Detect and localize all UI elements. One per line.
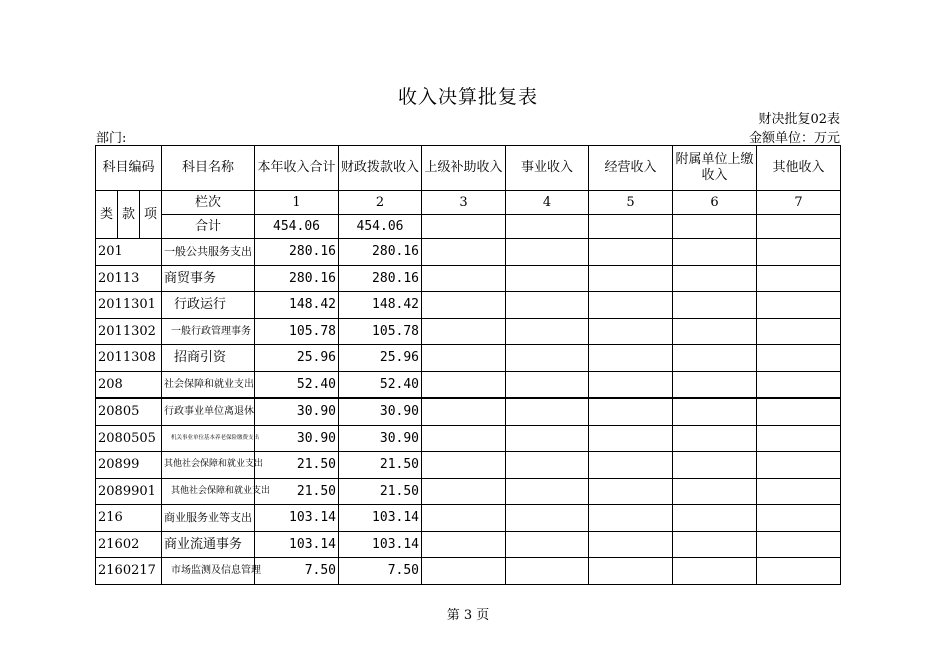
subject-name: 行政运行 (162, 292, 255, 319)
total-income-value: 25.96 (255, 345, 339, 372)
total-label: 合计 (162, 215, 255, 239)
subject-code: 201 (96, 239, 162, 266)
col-number: 6 (673, 191, 757, 215)
fiscal-value: 30.90 (339, 398, 422, 425)
subject-code: 20113 (96, 265, 162, 292)
subject-code: 20805 (96, 398, 162, 425)
total-fiscal-value: 454.06 (339, 215, 422, 239)
fiscal-value: 148.42 (339, 292, 422, 319)
table-row (96, 371, 841, 398)
col-number: 4 (506, 191, 589, 215)
table-row (96, 531, 841, 558)
fiscal-value: 280.16 (339, 239, 422, 266)
label-lei: 类 (96, 191, 118, 239)
subject-name: 行政事业单位离退休 (162, 398, 255, 425)
fiscal-value: 105.78 (339, 318, 422, 345)
page-number: 第 3 页 (446, 608, 490, 623)
total-row (96, 215, 841, 239)
subject-name: 一般行政管理事务 (162, 318, 255, 345)
subject-code: 2011301 (96, 292, 162, 319)
fiscal-value: 103.14 (339, 531, 422, 558)
total-income-value: 148.42 (255, 292, 339, 319)
table-row (96, 292, 841, 319)
column-number-row (96, 191, 841, 215)
subject-name: 机关事业单位基本养老保险缴费支出 (162, 425, 255, 452)
table-row (96, 558, 841, 585)
col-number: 5 (589, 191, 673, 215)
col-subject-name: 科目名称 (162, 146, 255, 191)
col-number: 7 (757, 191, 841, 215)
subject-name: 招商引资 (162, 345, 255, 372)
subject-name: 商业流通事务 (162, 531, 255, 558)
table-row (96, 425, 841, 452)
total-income-value: 280.16 (255, 239, 339, 266)
form-number: 财决批复02表 (758, 112, 840, 127)
subject-name: 其他社会保障和就业支出 (162, 452, 255, 479)
empty-cell (589, 215, 673, 239)
fiscal-value: 103.14 (339, 505, 422, 532)
total-income-value: 21.50 (255, 452, 339, 479)
table-row (96, 239, 841, 266)
col-number: 1 (255, 191, 339, 215)
table-row (96, 505, 841, 532)
subject-name: 一般公共服务支出 (162, 239, 255, 266)
col-affiliated-income: 附属单位上缴收入 (673, 146, 757, 191)
header-row (96, 146, 841, 191)
table-row (96, 398, 841, 425)
total-income-value: 7.50 (255, 558, 339, 585)
subject-name: 社会保障和就业支出 (162, 371, 255, 398)
table-row (96, 345, 841, 372)
subject-code: 20899 (96, 452, 162, 479)
col-superior-subsidy: 上级补助收入 (422, 146, 506, 191)
fiscal-value: 7.50 (339, 558, 422, 585)
subject-code: 2011308 (96, 345, 162, 372)
subject-code: 2089901 (96, 478, 162, 505)
subject-code: 2160217 (96, 558, 162, 585)
empty-cell (673, 215, 757, 239)
label-xiang: 项 (140, 191, 162, 239)
subject-name: 商贸事务 (162, 265, 255, 292)
total-income-value: 30.90 (255, 425, 339, 452)
total-income-value: 52.40 (255, 371, 339, 398)
label-lanci: 栏次 (162, 191, 255, 215)
col-total-income: 本年收入合计 (255, 146, 339, 191)
table-row (96, 478, 841, 505)
col-number: 2 (339, 191, 422, 215)
fiscal-value: 21.50 (339, 452, 422, 479)
fiscal-value: 21.50 (339, 478, 422, 505)
subject-code: 208 (96, 371, 162, 398)
empty-cell (422, 215, 506, 239)
table-row (96, 265, 841, 292)
subject-name: 商业服务业等支出 (162, 505, 255, 532)
label-kuan: 款 (118, 191, 140, 239)
fiscal-value: 52.40 (339, 371, 422, 398)
empty-cell (757, 215, 841, 239)
fiscal-value: 30.90 (339, 425, 422, 452)
total-income-value: 105.78 (255, 318, 339, 345)
col-number: 3 (422, 191, 506, 215)
total-income-value: 21.50 (255, 478, 339, 505)
subject-name: 市场监测及信息管理 (162, 558, 255, 585)
total-income-value: 30.90 (255, 398, 339, 425)
fiscal-value: 280.16 (339, 265, 422, 292)
col-fiscal-allocation: 财政拨款收入 (339, 146, 422, 191)
subject-name: 其他社会保障和就业支出 (162, 478, 255, 505)
total-income-value: 280.16 (255, 265, 339, 292)
department-label: 部门: (96, 131, 127, 146)
subject-code: 2011302 (96, 318, 162, 345)
total-income-value: 103.14 (255, 505, 339, 532)
col-other-income: 其他收入 (757, 146, 841, 191)
amount-unit: 金额单位：万元 (748, 131, 840, 146)
col-subject-code: 科目编码 (96, 146, 162, 191)
report-title: 收入决算批复表 (397, 86, 538, 108)
subject-code: 216 (96, 505, 162, 532)
subject-code: 21602 (96, 531, 162, 558)
table-row (96, 452, 841, 479)
empty-cell (506, 215, 589, 239)
subject-code: 2080505 (96, 425, 162, 452)
fiscal-value: 25.96 (339, 345, 422, 372)
total-income-value: 103.14 (255, 531, 339, 558)
total-income-value: 454.06 (255, 215, 339, 239)
income-table (95, 145, 841, 585)
col-operating-income: 经营收入 (589, 146, 673, 191)
table-row (96, 318, 841, 345)
col-business-income: 事业收入 (506, 146, 589, 191)
